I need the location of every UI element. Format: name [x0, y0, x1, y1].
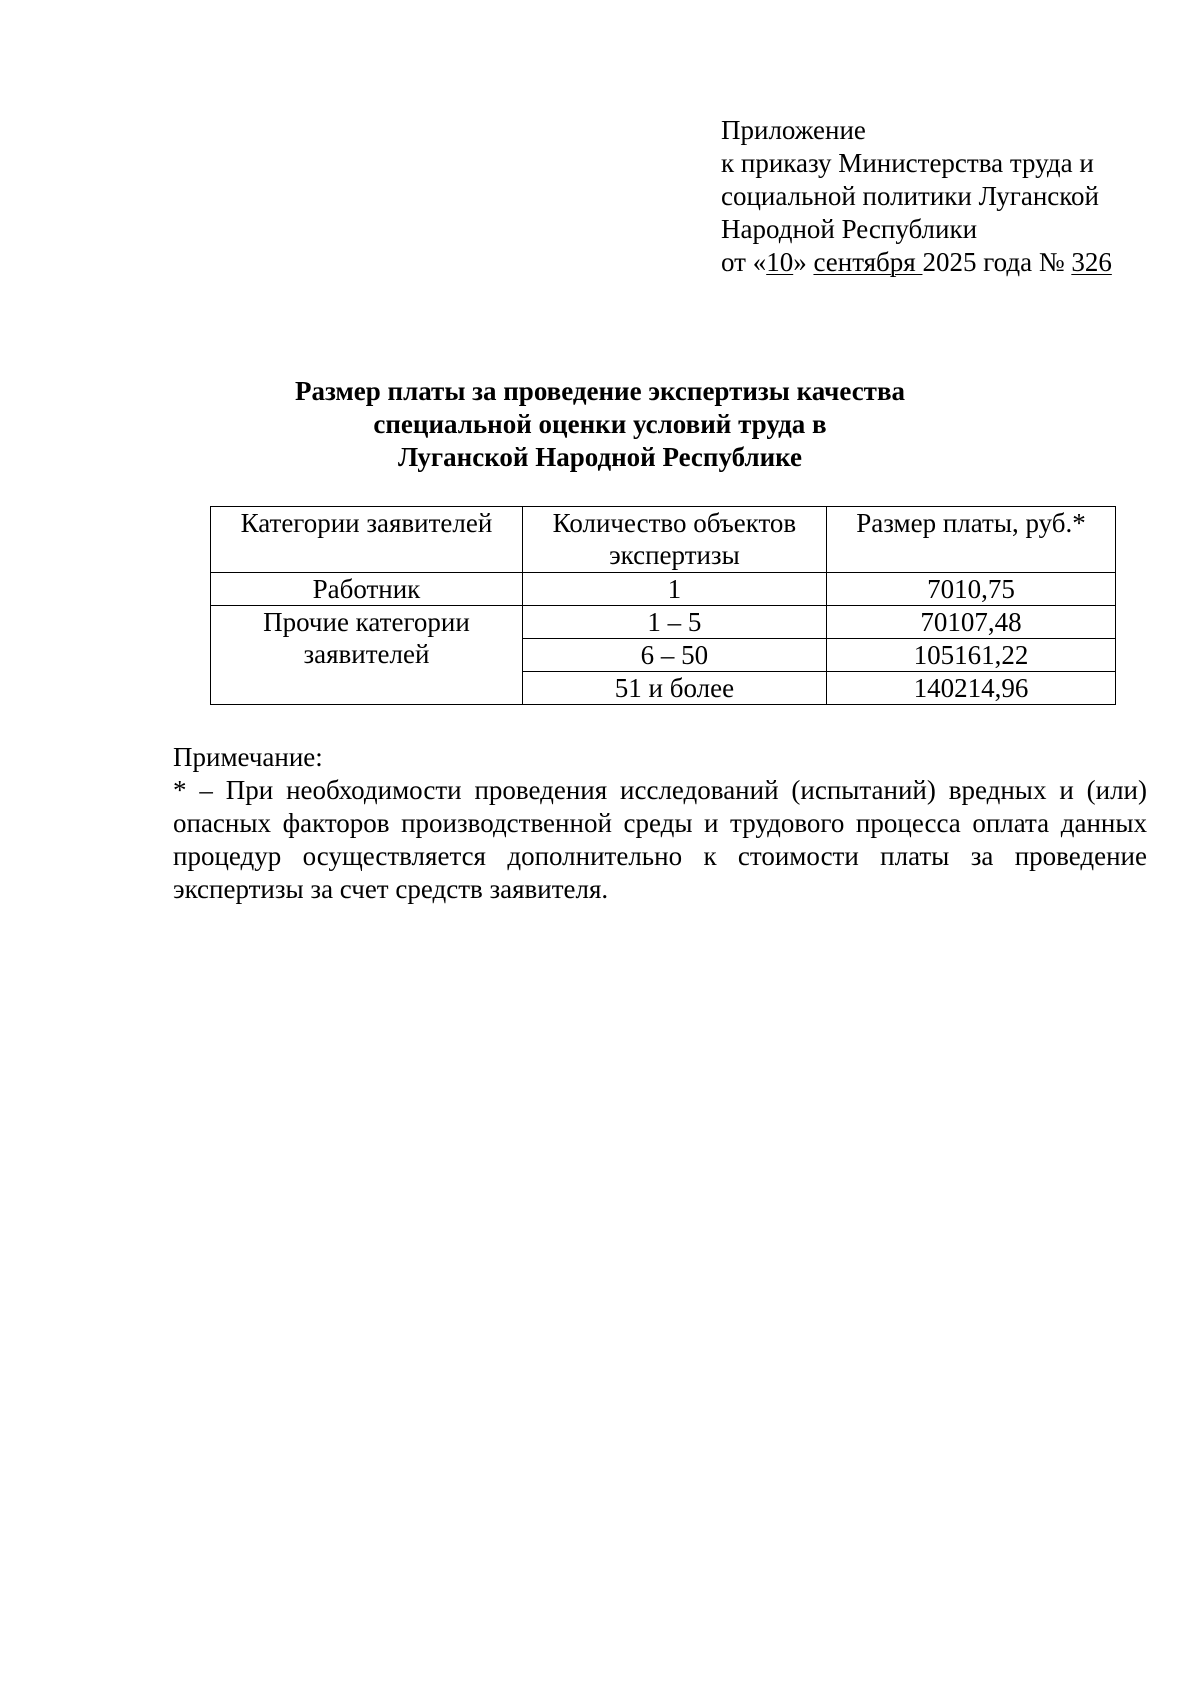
note-block	[173, 741, 1147, 906]
category-cell: Работник	[211, 573, 523, 606]
appendix-line: Народной Республики	[721, 214, 978, 244]
table-row	[211, 573, 1116, 606]
table-row	[211, 606, 1116, 639]
note-text: * – При необходимости проведения исследований (испытаний) вредных и (или) опасных факторов производственной среды и трудового процесса оплата данных процедур осуществляется дополнительно к стоимости платы за проведение экспертизы за счет средств заявителя.	[173, 775, 1147, 904]
column-header-categories: Категории заявителей	[211, 507, 523, 573]
order-day: 10	[766, 247, 794, 277]
date-mid: »	[793, 247, 814, 277]
order-number: 326	[1071, 247, 1112, 277]
document-title	[0, 375, 1200, 474]
title-line: Размер платы за проведение экспертизы качества	[294, 376, 906, 406]
objects-cell: 1	[522, 573, 826, 606]
objects-cell: 1 – 5	[522, 606, 826, 639]
title-line: Луганской Народной Республике	[397, 442, 803, 472]
column-header-fee: Размер платы, руб.*	[826, 507, 1115, 573]
appendix-block	[721, 114, 1112, 279]
appendix-line: социальной политики Луганской	[721, 181, 1099, 211]
table-header-row	[211, 507, 1116, 573]
fee-cell: 70107,48	[826, 606, 1115, 639]
column-header-objects: Количество объектов экспертизы	[522, 507, 826, 573]
fee-cell: 7010,75	[826, 573, 1115, 606]
order-month: сентября	[813, 247, 923, 277]
fee-table	[210, 506, 1116, 705]
appendix-line: Приложение	[721, 115, 866, 145]
objects-cell: 6 – 50	[522, 639, 826, 672]
title-line: специальной оценки условий труда в	[373, 409, 827, 439]
category-cell: Прочие категории заявителей	[211, 606, 523, 705]
fee-cell: 105161,22	[826, 639, 1115, 672]
order-year: 2025 года №	[922, 247, 1072, 277]
date-prefix: от «	[721, 247, 767, 277]
note-heading: Примечание:	[173, 742, 323, 772]
order-date-line	[721, 246, 1112, 279]
fee-cell: 140214,96	[826, 672, 1115, 705]
objects-cell: 51 и более	[522, 672, 826, 705]
appendix-line: к приказу Министерства труда и	[721, 148, 1094, 178]
